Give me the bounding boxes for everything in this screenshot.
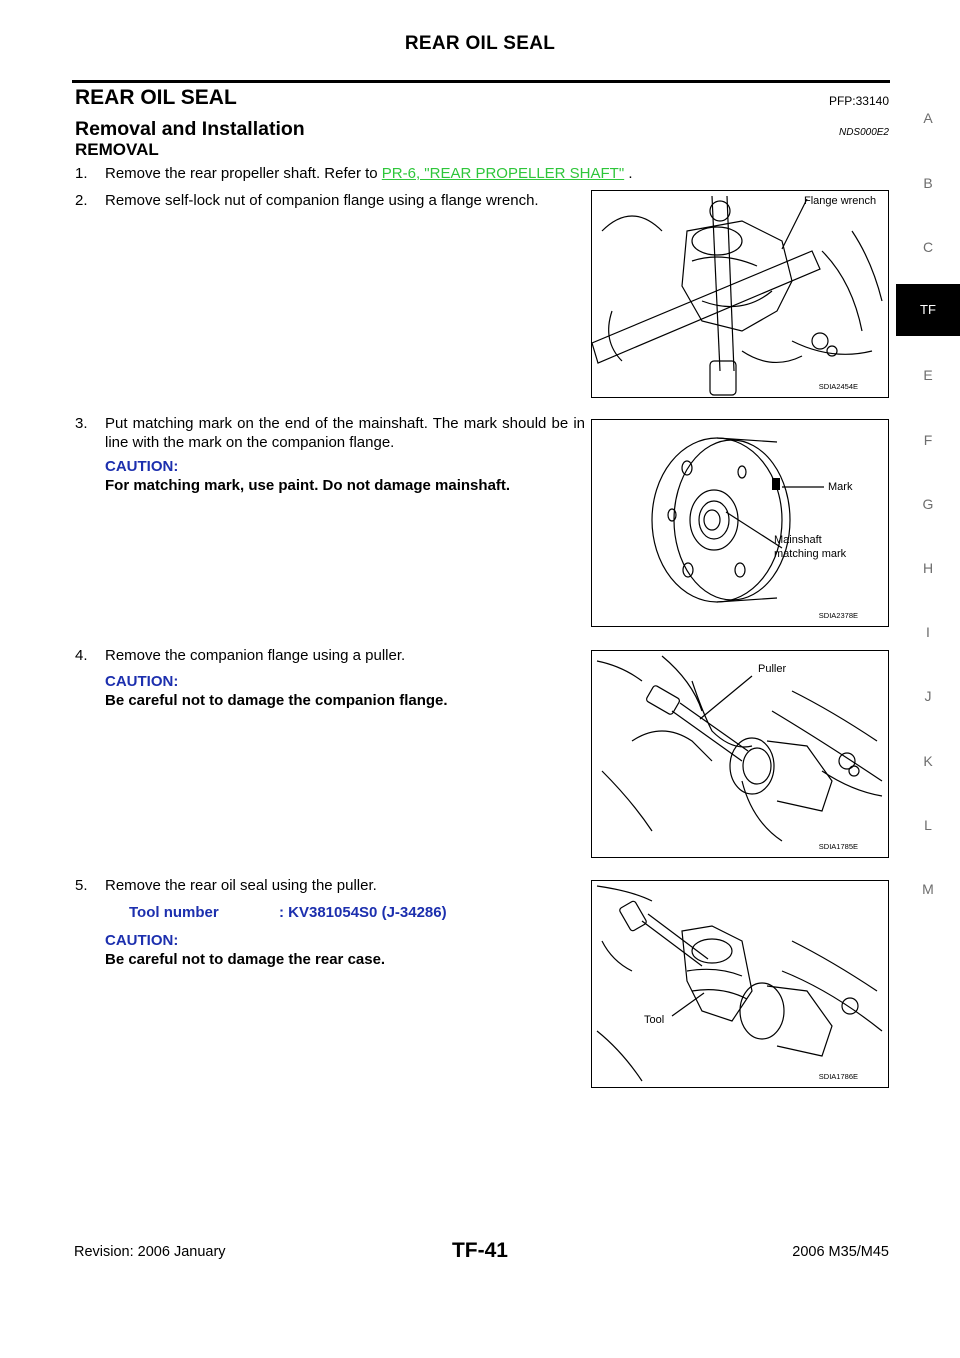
callout-puller: Puller xyxy=(758,663,787,675)
footer-model: 2006 M35/M45 xyxy=(792,1244,889,1260)
step-number: 2. xyxy=(75,192,88,209)
figure-flange-wrench xyxy=(591,190,889,398)
caution-text: For matching mark, use paint. Do not damage mainshaft. xyxy=(105,477,511,494)
section-tabs xyxy=(896,0,960,1358)
step-2 xyxy=(75,191,585,241)
step-text: Put matching mark on the end of the mainshaft. The mark should be in line with the mark on the companion flange. xyxy=(105,415,585,451)
step-text: Remove the companion flange using a puller. xyxy=(105,647,406,664)
step-text-after: . xyxy=(624,165,633,182)
pfp-code: PFP:33140 xyxy=(828,94,889,108)
callout-flange-wrench: Flange wrench xyxy=(804,195,877,207)
step-number: 1. xyxy=(75,165,88,182)
figure-code: SDIA2454E xyxy=(818,382,858,391)
removal-heading: REMOVAL xyxy=(75,140,159,159)
tab-b[interactable]: B xyxy=(923,175,933,191)
figure-matching-mark xyxy=(591,419,889,627)
callout-matching-mark: matching mark xyxy=(774,548,847,560)
caution-label: CAUTION: xyxy=(105,673,179,690)
tab-f[interactable]: F xyxy=(923,432,933,448)
figure-tool xyxy=(591,880,889,1088)
caution-text: Be careful not to damage the rear case. xyxy=(105,951,386,968)
companion-flange-illustration xyxy=(592,420,888,626)
step-text: Remove self-lock nut of companion flange using a flange wrench. xyxy=(105,192,539,209)
step-number: 5. xyxy=(75,877,88,894)
tab-j[interactable]: J xyxy=(924,688,932,704)
tab-k[interactable]: K xyxy=(923,753,933,769)
page-header-title: REAR OIL SEAL xyxy=(404,33,556,54)
step-1 xyxy=(75,164,633,184)
step-text-before: Remove the rear propeller shaft. Refer to xyxy=(105,165,382,182)
step-number: 3. xyxy=(75,415,88,432)
step-3 xyxy=(75,414,585,514)
tab-a[interactable]: A xyxy=(923,110,933,126)
section-title: REAR OIL SEAL xyxy=(75,86,237,109)
header-rule xyxy=(72,80,890,83)
tab-i[interactable]: I xyxy=(926,624,930,640)
nds-code: NDS000E2 xyxy=(838,127,889,138)
tool-number-label: Tool number xyxy=(129,904,219,921)
flange-wrench-illustration xyxy=(592,191,888,397)
footer-page-number: TF-41 xyxy=(451,1239,508,1262)
caution-label: CAUTION: xyxy=(105,458,179,475)
subsection-title: Removal and Installation xyxy=(75,118,305,140)
callout-mark: Mark xyxy=(828,481,853,493)
caution-text: Be careful not to damage the companion flange. xyxy=(105,692,448,709)
step-text: Remove the rear oil seal using the puller. xyxy=(105,877,377,894)
caution-label: CAUTION: xyxy=(105,932,179,949)
step-5 xyxy=(75,876,585,976)
footer-revision: Revision: 2006 January xyxy=(74,1244,226,1260)
puller-illustration xyxy=(592,651,888,857)
figure-puller xyxy=(591,650,889,858)
tab-c[interactable]: C xyxy=(922,239,934,255)
tab-m[interactable]: M xyxy=(922,881,934,897)
callout-tool: Tool xyxy=(644,1014,665,1026)
step-number: 4. xyxy=(75,647,88,664)
step-4 xyxy=(75,646,585,726)
tab-g[interactable]: G xyxy=(922,496,934,512)
tool-illustration xyxy=(592,881,888,1087)
tool-number-value: : KV381054S0 (J-34286) xyxy=(279,904,447,921)
propeller-shaft-link[interactable]: PR-6, "REAR PROPELLER SHAFT" xyxy=(381,165,625,182)
step-text xyxy=(105,164,633,183)
figure-code: SDIA1785E xyxy=(818,842,858,851)
figure-code: SDIA1786E xyxy=(818,1072,858,1081)
tab-e[interactable]: E xyxy=(923,367,933,383)
figure-code: SDIA2378E xyxy=(818,611,858,620)
tab-tf[interactable]: TF xyxy=(896,284,960,336)
callout-mainshaft: Mainshaft xyxy=(774,534,822,546)
tab-h[interactable]: H xyxy=(922,560,934,576)
tab-l[interactable]: L xyxy=(924,817,932,833)
